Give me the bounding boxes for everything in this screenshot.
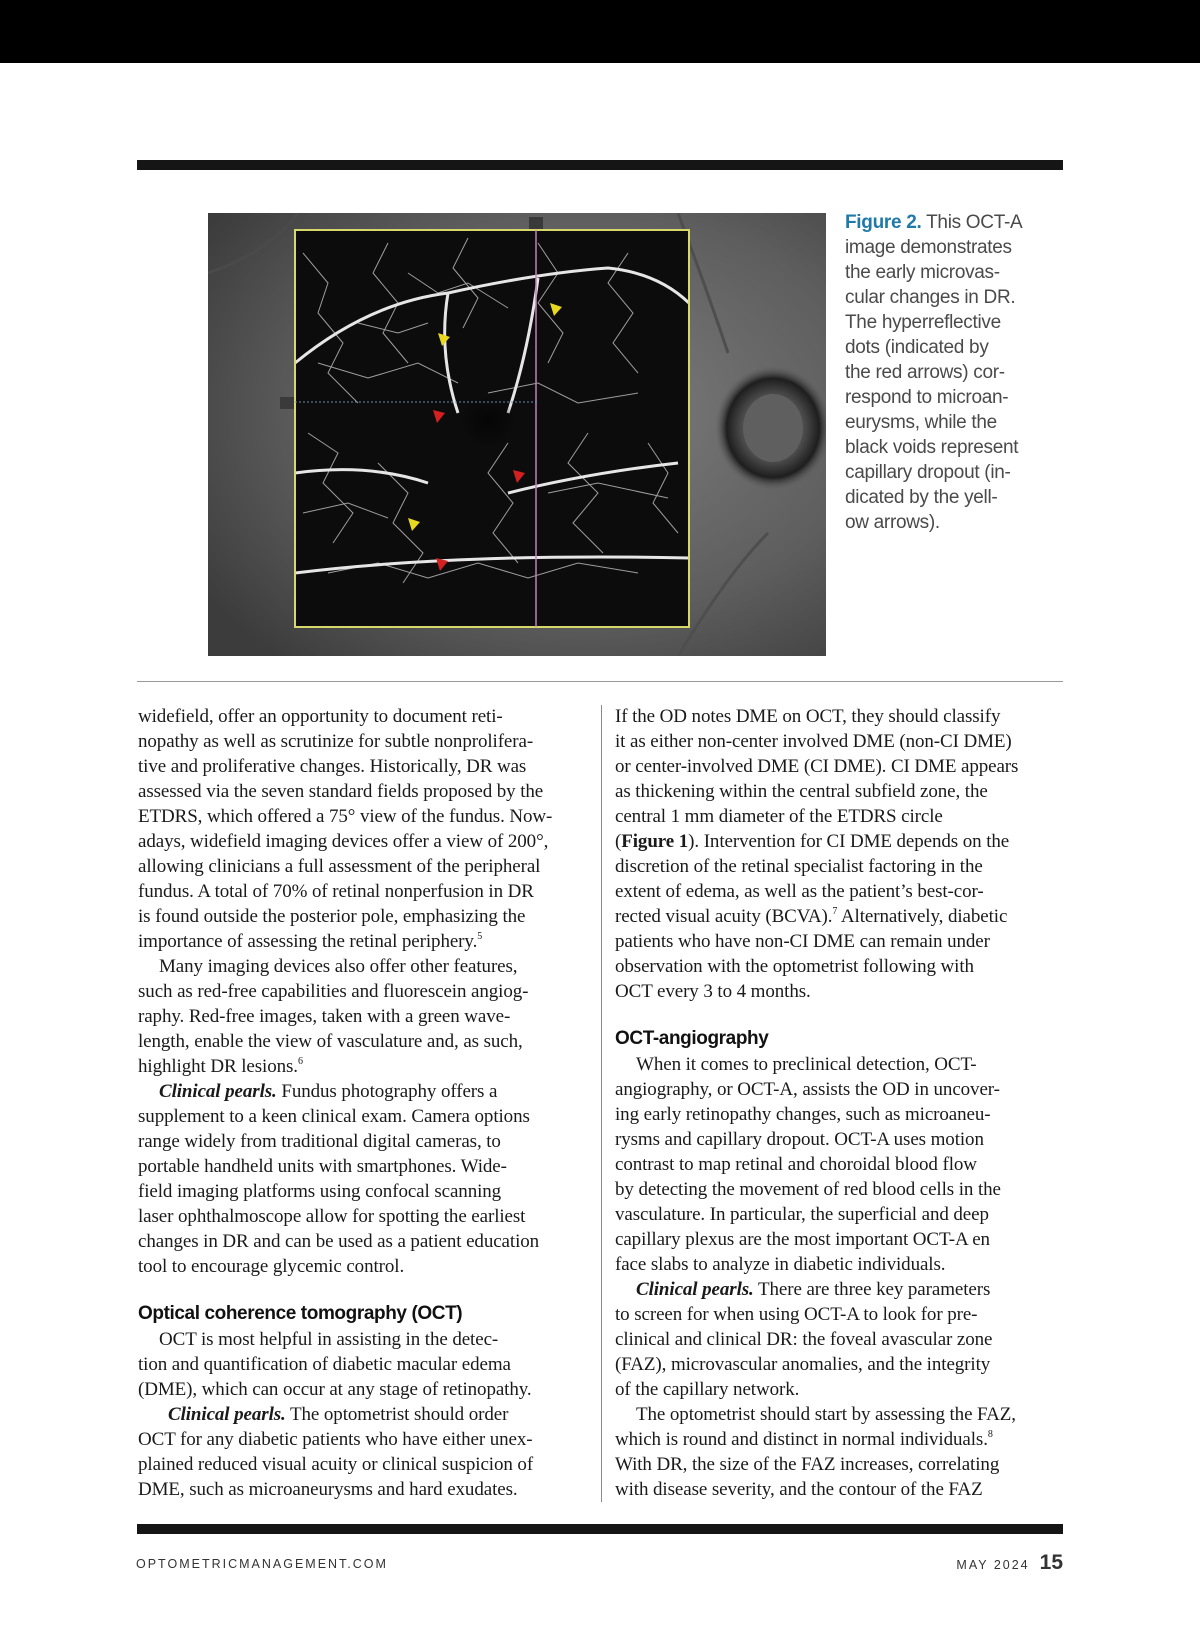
footer-date: MAY 2024 xyxy=(956,1558,1030,1572)
figure-divider xyxy=(137,681,1063,682)
ref-5: 5 xyxy=(477,931,483,942)
ref-6: 6 xyxy=(297,1056,303,1067)
clinical-pearls-label: Clinical pearls. xyxy=(159,1081,277,1102)
octa-figure-image xyxy=(208,213,826,656)
figure-caption: Figure 2. This OCT-A image demonstrates the early microvas- cular changes in DR. The hyperreflective dots (indicated by the red arrows) cor- respond to microan- eurysms, while the black voids represent capillary dropout (in- dicated by the yell- ow arrows). xyxy=(845,212,1023,533)
right-column: If the OD notes DME on OCT, they should classify it as either non-center involved DME (non-CI DME) or center-involved DME (CI DME). CI DME appears as thickening within the central subfield zone, the central 1 mm diameter of the ETDRS circle (Figure 1). Intervention for CI DME depends on the discretion of the retinal specialist factoring in the extent of edema, as well as the patient’s best-cor- rected visual acuity (BCVA).$^7$ Alternatively, diabetic patients who have non-CI DME can remain under observation with the optometrist following with OCT every 3 to 4 months. OCT-angiography When it comes to preclinical detection, OCT- angiography, or OCT-A, assists the OD in uncover- ing early retinopathy changes, such as microaneu- rysms and capillary dropout. OCT-A uses motion contrast to map retinal and choroidal blood flow by detecting the movement of red blood cells in the vasculature. In particular, the superficial and deep capillary plexus are the most important OCT-A en face slabs to analyze in diabetic individuals. Clinical pearls. There are three key parameters to screen for when using OCT-A to look for pre- clinical and clinical DR: the foveal avascular zone (FAZ), microvascular anomalies, and the integrity of the capillary network. The optometrist should start by assessing the FAZ, which is round and distinct in normal individuals.$^8$ With DR, the size of the FAZ increases, correlating with disease severity, and the contour of the FAZ xyxy=(615,704,1063,1502)
ref-8: 8 xyxy=(987,1429,993,1440)
top-black-band xyxy=(0,0,1200,63)
section-heading-octa: OCT-angiography xyxy=(615,1028,769,1049)
section-heading-oct: Optical coherence tomography (OCT) xyxy=(138,1303,463,1324)
top-rule xyxy=(137,160,1063,170)
clinical-pearls-label: Clinical pearls. xyxy=(636,1279,754,1300)
figure-1-reference: Figure 1 xyxy=(621,831,689,852)
clinical-pearls-label: Clinical pearls. xyxy=(168,1404,286,1425)
footer-site: OPTOMETRICMANAGEMENT.COM xyxy=(136,1557,388,1571)
ref-7: 7 xyxy=(832,906,838,917)
bottom-rule xyxy=(137,1524,1063,1534)
figure-label: Figure 2. xyxy=(845,212,922,233)
footer-page-info xyxy=(956,1551,1063,1575)
column-divider xyxy=(601,705,602,1502)
left-column: widefield, offer an opportunity to document reti- nopathy as well as scrutinize for subtle nonprolifera- tive and proliferative changes. Historically, DR was assessed via the seven standard fields proposed by the ETDRS, which offered a 75° view of the fundus. Now- adays, widefield imaging devices offer a view of 200°, allowing clinicians a full assessment of the peripheral fundus. A total of 70% of retinal nonperfusion in DR is found outside the posterior pole, emphasizing the importance of assessing the retinal periphery.$^5$ Many imaging devices also offer other features, such as red-free capabilities and fluorescein angiog- raphy. Red-free images, taken with a green wave- length, enable the view of vasculature and, as such, highlight DR lesions.$^6$ Clinical pearls. Fundus photography offers a supplement to a keen clinical exam. Camera options range widely from traditional digital cameras, to portable handheld units with smartphones. Wide- field imaging platforms using confocal scanning laser ophthalmoscope allow for spotting the earliest changes in DR and can be used as a patient education tool to encourage glycemic control. Optical coherence tomography (OCT) OCT is most helpful in assisting in the detec- tion and quantification of diabetic macular edema (DME), which can occur at any stage of retinopathy. Clinical pearls. The optometrist should order OCT for any diabetic patients who have either unex- plained reduced visual acuity or clinical suspicion of DME, such as microaneurysms and hard exudates. xyxy=(138,704,583,1502)
page-number: 15 xyxy=(1039,1551,1063,1574)
